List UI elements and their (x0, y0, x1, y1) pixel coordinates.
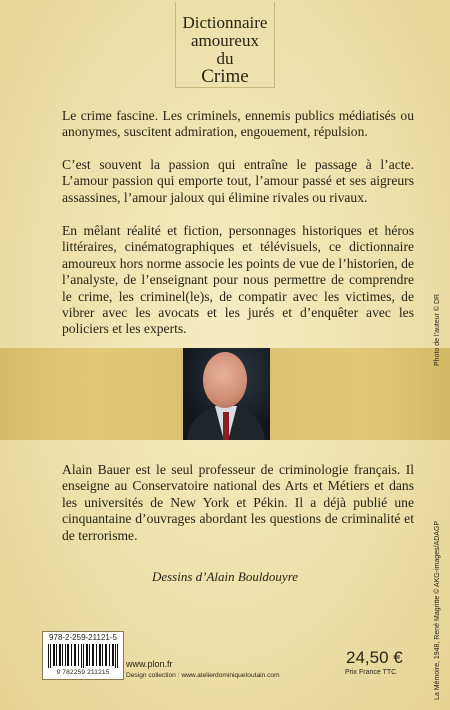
barcode-block (42, 631, 124, 680)
side-art-credit: La Mémoire, 1948, René Magritte © AKG-images/ADAGP (434, 520, 441, 700)
photo-tie (223, 412, 229, 440)
title-line-4: Crime (201, 66, 249, 87)
design-credit: Design collection : www.atelierdominiquetoutain.com (126, 672, 280, 679)
author-photo (183, 348, 270, 440)
price: 24,50 € (346, 648, 403, 667)
publisher-website: www.plon.fr (126, 659, 173, 669)
title-line-2: amoureux (191, 31, 259, 50)
author-bio: Alain Bauer est le seul professeur de criminologie français. Il enseigne au Conservatoire national des Arts et Métiers et dans les universités de New York et Pékin. Il a déjà publié une cinquantaine d’ouvrages abordant les questions de criminalité et de terrorisme. (62, 462, 414, 543)
illustration-credit: Dessins d’Alain Bouldouyre (151, 569, 299, 584)
barcode-icon (47, 644, 119, 668)
price-note: Prix France TTC (345, 669, 397, 676)
blurb-paragraph-2: C’est souvent la passion qui entraîne le passage à l’acte. L’amour passion qui emporte tout, l’amour passé et ses aigreurs assassines, l’amour jaloux qui élimine rivales ou rivaux. (62, 157, 414, 205)
title-line-3: du (216, 49, 234, 68)
isbn-label: 978-2-259-21121-5 (49, 633, 117, 642)
photo-head (203, 352, 247, 408)
title-line-1: Dictionnaire (182, 13, 268, 32)
title-box (175, 2, 275, 88)
blurb-paragraph-3: En mêlant réalité et fiction, personnages historiques et héros littéraires, cinématographiques et télévisuels, ce dictionnaire amoureux hors norme associe les points de vue de l’historien, de l’analyste, de l’enseignant pour nous permettre de comprendre le crime, les criminel(le)s, de compatir avec les victimes, de vibrer avec les avocats et les jurés et d’enquêter avec les policiers et les experts. (62, 223, 414, 337)
side-photo-credit: Photo de l’auteur © DR (434, 293, 441, 366)
barcode-number: 9 782259 211215 (56, 669, 110, 676)
blurb-paragraph-1: Le crime fascine. Les criminels, ennemis publics médiatisés ou anonymes, suscitent admiration, engouement, répulsion. (62, 108, 414, 140)
